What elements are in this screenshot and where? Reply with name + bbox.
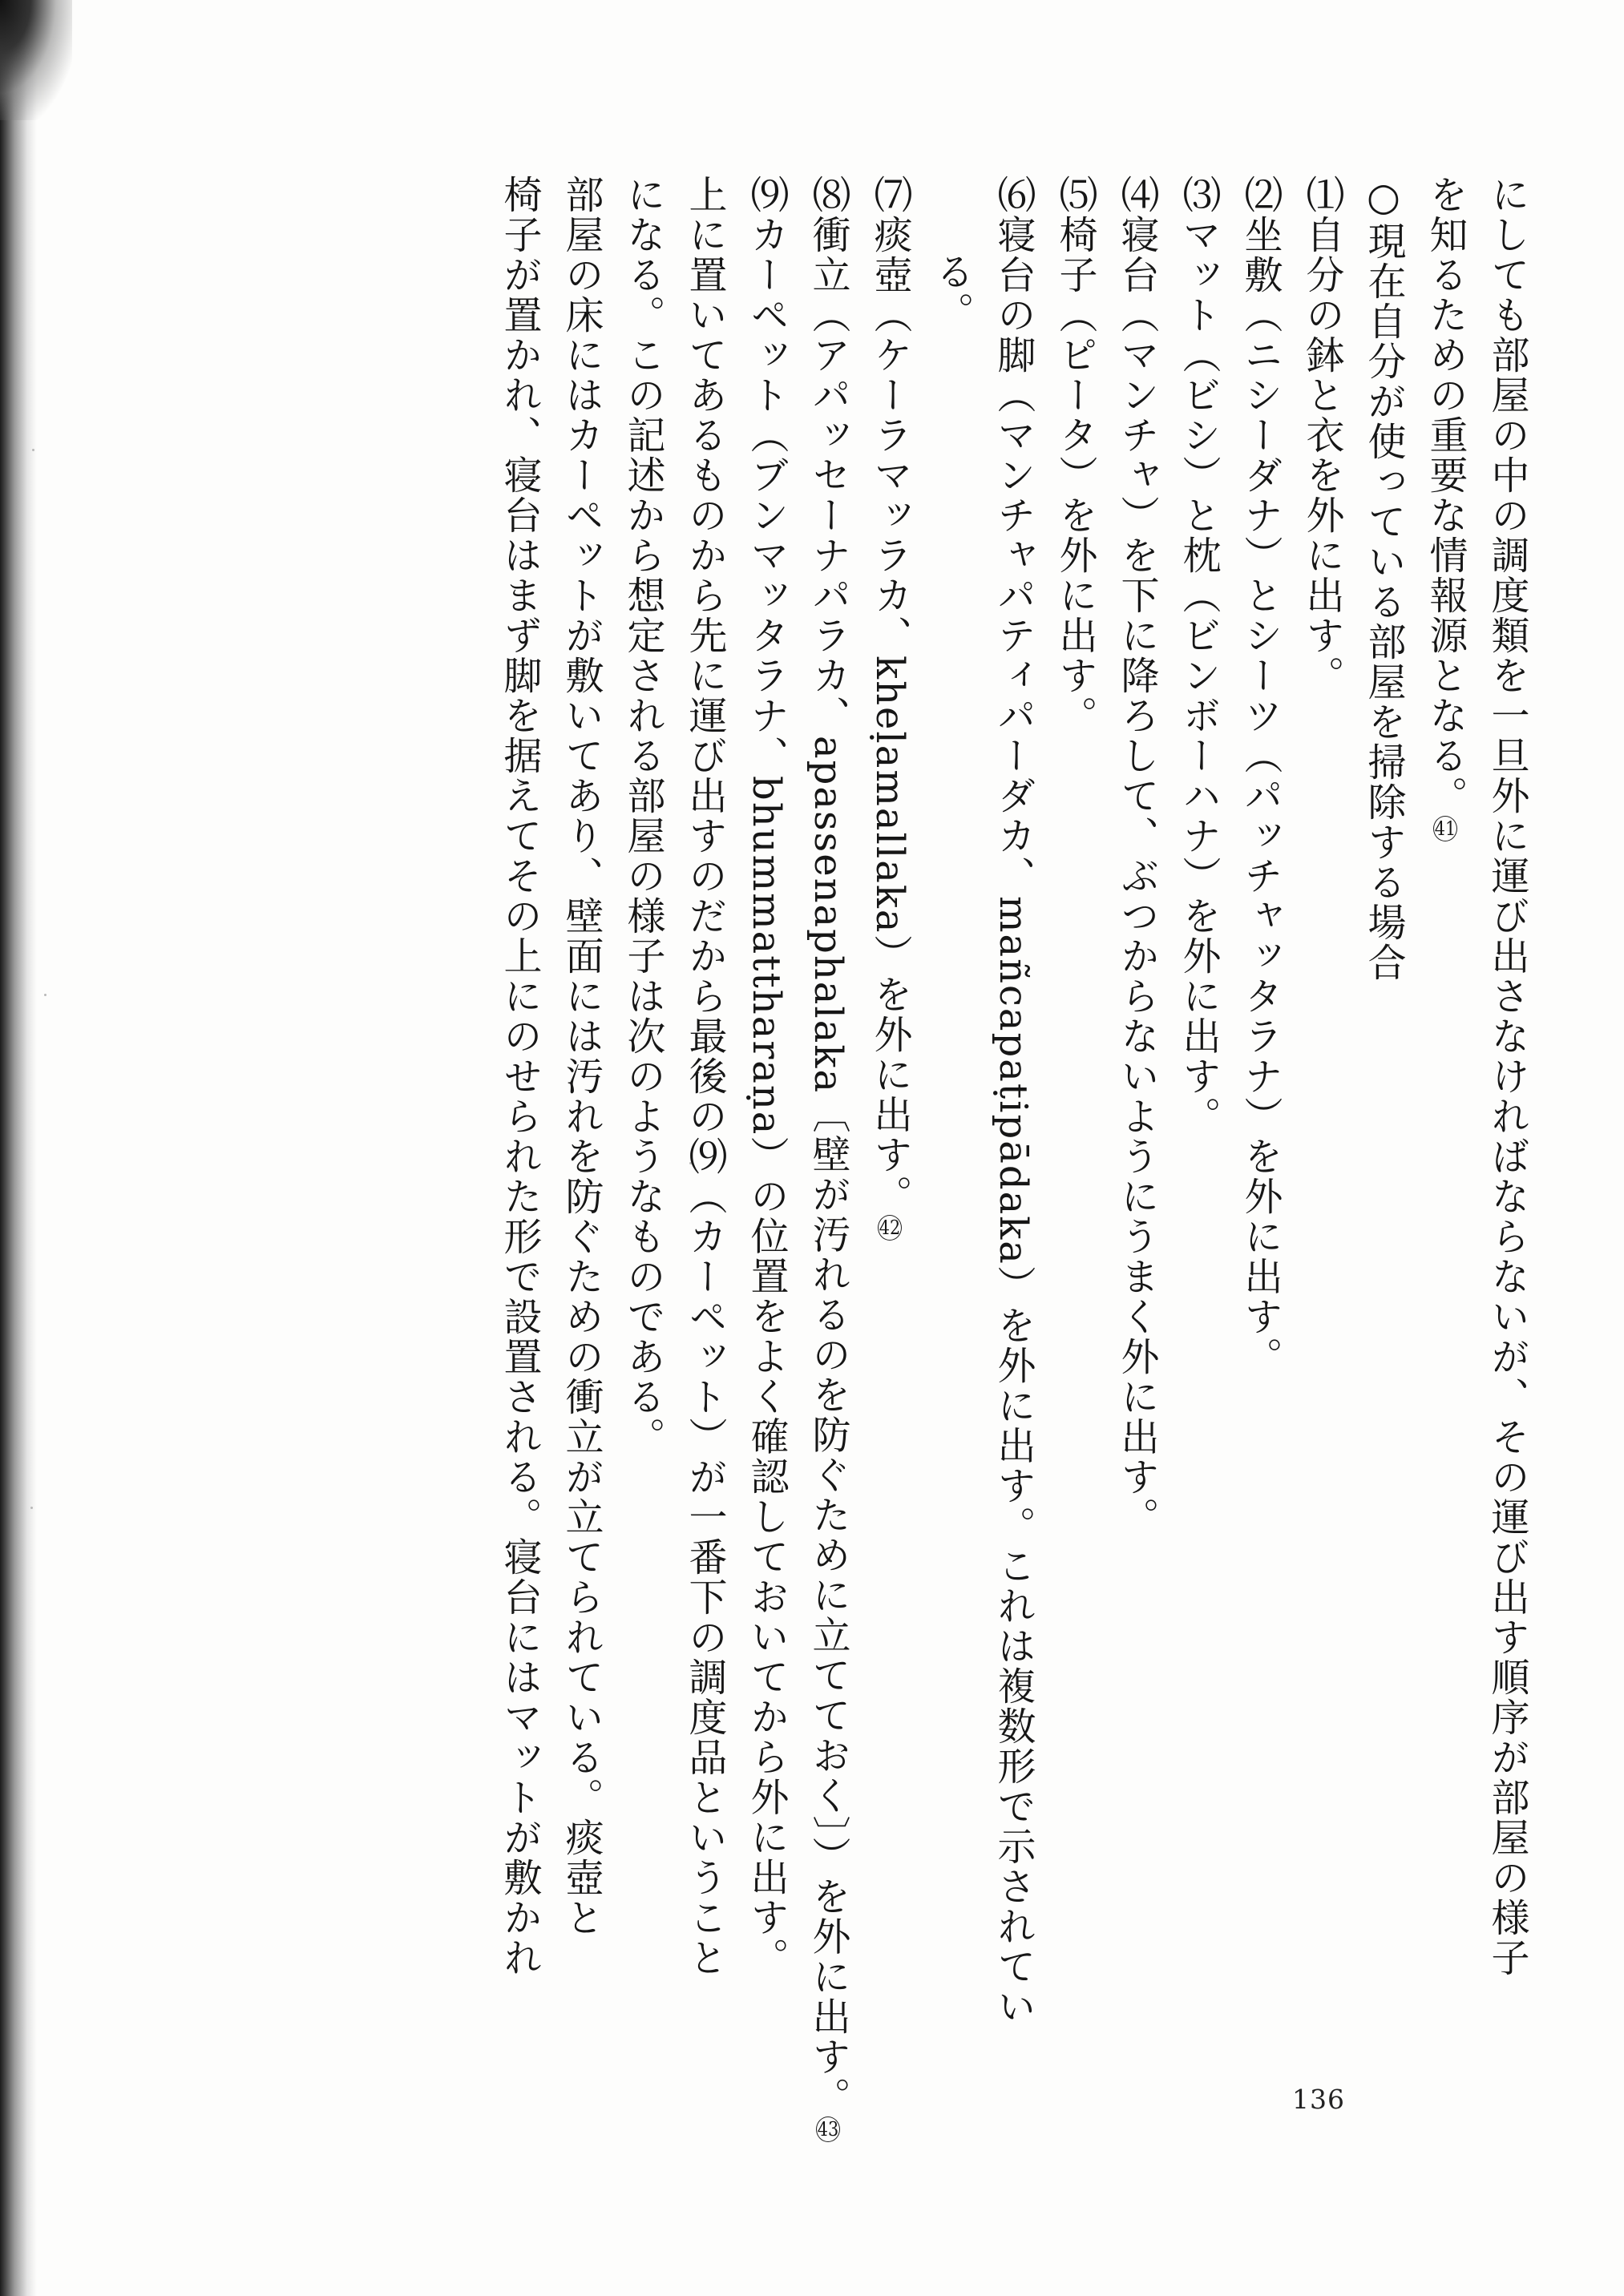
list-item: ⑶マット（ビシ）と枕（ビンボーハナ）を外に出す。 <box>1176 175 1221 1136</box>
text-line: 上に置いてあるものから先に運び出すのだから最後の⑼（カーペット）が一番下の調度品ということ <box>682 175 727 1978</box>
text-line: にしても部屋の中の調度類を一旦外に運び出さなければならないが、その運び出す順序が部屋の様子 <box>1485 175 1529 1978</box>
scan-speck <box>32 449 34 451</box>
list-item: ⑹寝台の脚（マンチャパティパーダカ、mañcapaṭipādaka）を外に出す。これは複数形で示されてい <box>991 175 1036 2027</box>
footnote-marker[interactable]: 43 <box>816 2116 840 2142</box>
scan-speck <box>30 1507 33 1509</box>
list-item: ⑵坐敷（ニシーダナ）とシーツ（パッチャッタラナ）を外に出す。 <box>1238 175 1283 1377</box>
page-number: 136 <box>1292 2084 1345 2115</box>
text-line: 部屋の床にはカーペットが敷いてあり、壁面には汚れを防ぐための衝立が立てられている。痰壺と <box>559 175 604 1938</box>
text-line: 椅子が置かれ、寝台はまず脚を据えてその上にのせられた形で設置される。寝台にはマットが敷かれ <box>497 175 542 1978</box>
list-item: ⑴自分の鉢と衣を外に出す。 <box>1299 175 1344 696</box>
page-edge-shadow <box>0 0 37 2296</box>
text-line: を知るための重要な情報源となる。41 <box>1414 175 1476 1946</box>
section-heading: ○現在自分が使っている部屋を掃除する場合 <box>1361 175 1406 983</box>
footnote-marker[interactable]: 42 <box>878 1215 902 1241</box>
list-item: ⑺痰壺（ケーラマッラカ、kheḷamallaka）を外に出す。42 <box>858 175 920 1946</box>
footnote-marker[interactable]: 41 <box>1433 816 1457 841</box>
page-corner-shadow <box>0 0 72 120</box>
list-item: ⑷寝台（マンチャ）を下に降ろして、ぶつからないようにうまく外に出す。 <box>1114 175 1159 1537</box>
list-item: ⑸椅子（ピータ）を外に出す。 <box>1052 175 1097 736</box>
list-item: ⑻衝立（アパッセーナパラカ、apassenaphalaka〔壁が汚れるのを防ぐために立てておく〕）を外に出す。43 <box>797 175 858 1946</box>
text-line: になる。この記述から想定される部屋の様子は次のようなものである。 <box>620 175 665 1457</box>
list-item-continuation: る。 <box>929 252 974 332</box>
list-item: ⑼カーペット（ブンマッタラナ、bhummattharaṇa）の位置をよく確認しておいてから外に出す。 <box>744 175 789 1978</box>
